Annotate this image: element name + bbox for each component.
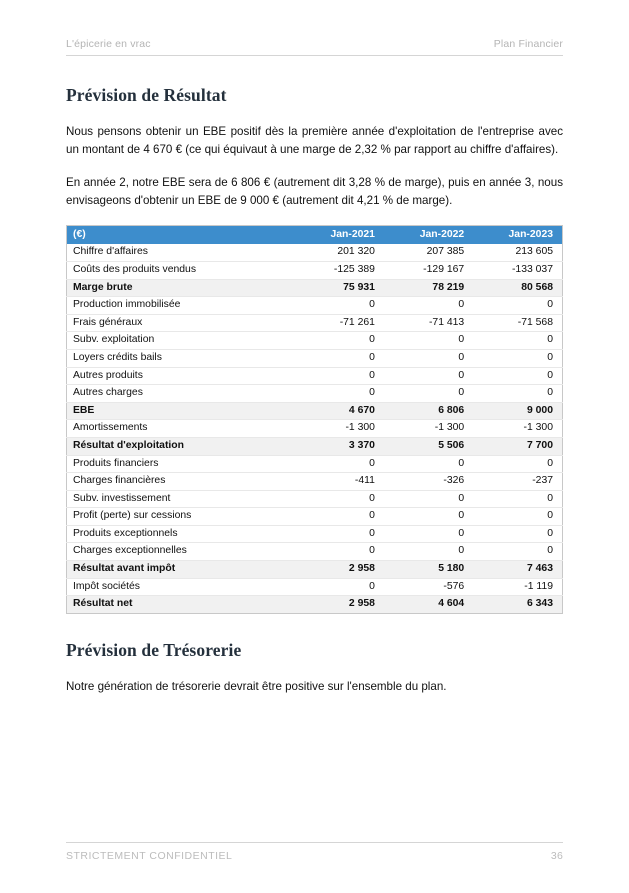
table-row <box>67 385 563 403</box>
row-label: Produits financiers <box>67 455 293 473</box>
row-label: Subv. exploitation <box>67 332 293 350</box>
table-row <box>67 437 563 455</box>
row-label: Charges exceptionnelles <box>67 543 293 561</box>
row-value: 0 <box>473 385 562 403</box>
row-value: 0 <box>384 543 473 561</box>
row-value: 0 <box>292 455 384 473</box>
row-value: 0 <box>384 508 473 526</box>
row-value: -71 261 <box>292 314 384 332</box>
row-label: Impôt sociétés <box>67 578 293 596</box>
row-value: 0 <box>292 543 384 561</box>
section-title-result: Prévision de Résultat <box>66 85 227 105</box>
row-value: 4 670 <box>292 402 384 420</box>
table-row <box>67 420 563 438</box>
table-row <box>67 455 563 473</box>
row-value: 0 <box>292 385 384 403</box>
row-value: 0 <box>384 332 473 350</box>
table-header-row <box>67 226 563 245</box>
page-content <box>66 85 563 695</box>
row-value: 9 000 <box>473 402 562 420</box>
row-value: 0 <box>292 490 384 508</box>
row-value: 75 931 <box>292 279 384 297</box>
row-value: 0 <box>292 332 384 350</box>
row-value: -237 <box>473 473 562 491</box>
treasury-paragraph-1: Notre génération de trésorerie devrait être positive sur l'ensemble du plan. <box>66 679 447 693</box>
income-statement-table <box>66 225 563 613</box>
row-value: -1 300 <box>292 420 384 438</box>
table-row <box>67 279 563 297</box>
row-value: -576 <box>384 578 473 596</box>
row-value: 0 <box>473 525 562 543</box>
row-label: Autres charges <box>67 385 293 403</box>
row-value: 0 <box>292 508 384 526</box>
table-row <box>67 314 563 332</box>
section-title-treasury: Prévision de Trésorerie <box>66 639 242 660</box>
row-value: 0 <box>384 525 473 543</box>
table-row <box>67 578 563 596</box>
row-value: -71 568 <box>473 314 562 332</box>
footer-confidentiality-notice: STRICTEMENT CONFIDENTIEL <box>66 850 233 862</box>
table-row <box>67 508 563 526</box>
row-value: 2 958 <box>292 596 384 614</box>
row-value: 0 <box>384 297 473 315</box>
row-label: Résultat d'exploitation <box>67 437 293 455</box>
table-row <box>67 261 563 279</box>
row-value: -1 119 <box>473 578 562 596</box>
row-value: 0 <box>384 367 473 385</box>
running-footer <box>66 842 563 862</box>
row-value: 7 700 <box>473 437 562 455</box>
row-label: Chiffre d'affaires <box>67 244 293 261</box>
row-label: Frais généraux <box>67 314 293 332</box>
row-label: Profit (perte) sur cessions <box>67 508 293 526</box>
row-value: 0 <box>292 349 384 367</box>
row-label: Production immobilisée <box>67 297 293 315</box>
row-value: 0 <box>384 349 473 367</box>
row-label: Charges financières <box>67 473 293 491</box>
table-row <box>67 367 563 385</box>
column-header-jan-2022: Jan-2022 <box>384 226 473 245</box>
row-label: Coûts des produits vendus <box>67 261 293 279</box>
row-value: 0 <box>473 367 562 385</box>
table-row <box>67 490 563 508</box>
column-header-jan-2023: Jan-2023 <box>473 226 562 245</box>
table-row <box>67 332 563 350</box>
row-value: 201 320 <box>292 244 384 261</box>
row-label: Subv. investissement <box>67 490 293 508</box>
row-value: 0 <box>473 297 562 315</box>
table-row <box>67 244 563 261</box>
running-header <box>66 38 563 56</box>
row-value: -129 167 <box>384 261 473 279</box>
row-value: 0 <box>473 349 562 367</box>
table-row <box>67 349 563 367</box>
row-value: 6 343 <box>473 596 562 614</box>
footer-page-number: 36 <box>550 850 563 862</box>
row-value: 80 568 <box>473 279 562 297</box>
row-value: 213 605 <box>473 244 562 261</box>
row-value: 0 <box>473 543 562 561</box>
row-value: 5 506 <box>384 437 473 455</box>
row-value: 0 <box>473 490 562 508</box>
table-row <box>67 402 563 420</box>
row-value: 2 958 <box>292 561 384 579</box>
row-value: -125 389 <box>292 261 384 279</box>
row-value: -1 300 <box>473 420 562 438</box>
column-header-currency: (€) <box>67 226 293 245</box>
row-label: Amortissements <box>67 420 293 438</box>
row-value: 0 <box>473 455 562 473</box>
row-value: 0 <box>292 525 384 543</box>
row-value: 7 463 <box>473 561 562 579</box>
row-value: 0 <box>292 578 384 596</box>
table-row <box>67 473 563 491</box>
row-label: Produits exceptionnels <box>67 525 293 543</box>
row-value: 0 <box>292 297 384 315</box>
row-value: 0 <box>384 385 473 403</box>
row-label: Résultat avant impôt <box>67 561 293 579</box>
row-value: 0 <box>292 367 384 385</box>
row-label: Marge brute <box>67 279 293 297</box>
table-body <box>67 244 563 613</box>
header-document-title: Plan Financier <box>493 38 563 50</box>
row-value: 4 604 <box>384 596 473 614</box>
row-value: 3 370 <box>292 437 384 455</box>
row-label: Résultat net <box>67 596 293 614</box>
table-row <box>67 543 563 561</box>
row-value: -133 037 <box>473 261 562 279</box>
row-value: -1 300 <box>384 420 473 438</box>
row-value: -326 <box>384 473 473 491</box>
row-value: -71 413 <box>384 314 473 332</box>
table-row <box>67 596 563 614</box>
result-paragraph-2: En année 2, notre EBE sera de 6 806 € (autrement dit 3,28 % de marge), puis en année 3, nous envisageons d'obtenir un EBE de 9 000 € (autrement dit 4,21 % de marge). <box>66 176 563 207</box>
row-value: 0 <box>473 508 562 526</box>
row-label: Autres produits <box>67 367 293 385</box>
row-label: EBE <box>67 402 293 420</box>
row-value: 0 <box>384 455 473 473</box>
table-row <box>67 297 563 315</box>
row-value: 0 <box>473 332 562 350</box>
row-value: 207 385 <box>384 244 473 261</box>
row-value: 78 219 <box>384 279 473 297</box>
column-header-jan-2021: Jan-2021 <box>292 226 384 245</box>
row-value: 0 <box>384 490 473 508</box>
header-company-name: L'épicerie en vrac <box>66 38 151 50</box>
row-value: 5 180 <box>384 561 473 579</box>
row-label: Loyers crédits bails <box>67 349 293 367</box>
row-value: -411 <box>292 473 384 491</box>
row-value: 6 806 <box>384 402 473 420</box>
result-paragraph-1: Nous pensons obtenir un EBE positif dès la première année d'exploitation de l'entreprise avec un montant de 4 670 € (ce qui équivaut à une marge de 2,32 % par rapport au chiffre d'affaires). <box>66 125 563 156</box>
table-row <box>67 525 563 543</box>
table-header <box>67 226 563 245</box>
table-row <box>67 561 563 579</box>
